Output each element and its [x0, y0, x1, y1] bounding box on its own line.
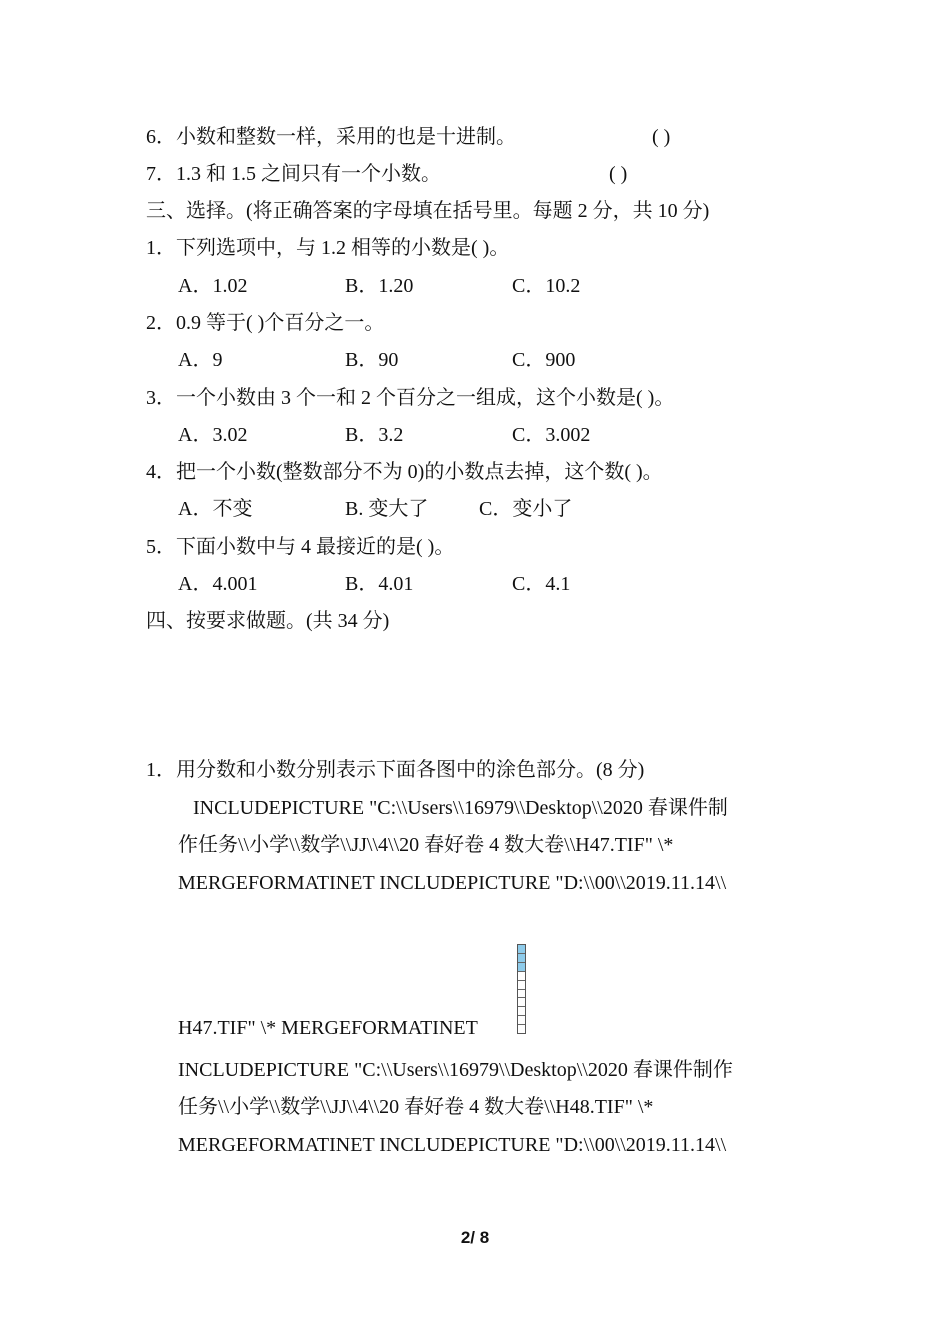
option-a: A．不变: [178, 498, 253, 520]
option-a: A．9: [178, 349, 223, 371]
blank-cell: [518, 972, 525, 981]
choice-question-3: 3．一个小数由 3 个一和 2 个百分之一组成，这个小数是( )。: [146, 387, 675, 409]
judge-item-7: 7．1.3 和 1.5 之间只有一个小数。: [146, 163, 441, 185]
answer-paren-6: ( ): [652, 126, 671, 148]
blank-cell: [518, 981, 525, 990]
section-heading-tasks: 四、按要求做题。(共 34 分): [146, 610, 390, 632]
blank-cell: [518, 998, 525, 1007]
shaded-cell: [518, 945, 525, 954]
shaded-cell: [518, 963, 525, 972]
task-question-1: 1．用分数和小数分别表示下面各图中的涂色部分。(8 分): [146, 759, 645, 781]
judge-item-6: 6．小数和整数一样，采用的也是十进制。: [146, 126, 516, 148]
field-code-line: 作任务\\小学\\数学\\JJ\\4\\20 春好卷 4 数大卷\\H47.TIF" \*: [178, 834, 674, 856]
field-code-line: 任务\\小学\\数学\\JJ\\4\\20 春好卷 4 数大卷\\H48.TIF" \*: [178, 1096, 654, 1118]
option-a: A．1.02: [178, 275, 248, 297]
blank-cell: [518, 1016, 525, 1025]
section-heading-choice: 三、选择。(将正确答案的字母填在括号里。每题 2 分，共 10 分): [146, 200, 710, 222]
field-code-line: MERGEFORMATINET INCLUDEPICTURE "D:\\00\\2019.11.14\\: [178, 872, 727, 894]
option-a: A．4.001: [178, 573, 258, 595]
option-c: C．3.002: [512, 424, 591, 446]
option-b: B．4.01: [345, 573, 414, 595]
answer-paren-7: ( ): [609, 163, 628, 185]
shaded-cell: [518, 954, 525, 963]
shaded-strip-figure: [517, 944, 526, 1034]
blank-cell: [518, 1025, 525, 1033]
choice-question-4: 4．把一个小数(整数部分不为 0)的小数点去掉，这个数( )。: [146, 461, 663, 483]
field-code-line: H47.TIF" \* MERGEFORMATINET: [178, 1017, 478, 1039]
option-b: B．1.20: [345, 275, 414, 297]
choice-question-1: 1．下列选项中，与 1.2 相等的小数是( )。: [146, 237, 510, 259]
page-number: 2/ 8: [460, 1228, 490, 1247]
choice-question-2: 2．0.9 等于( )个百分之一。: [146, 312, 385, 334]
option-b: B. 变大了: [345, 498, 429, 520]
field-code-line: INCLUDEPICTURE "C:\\Users\\16979\\Desktop\\2020 春课件制作: [178, 1059, 733, 1081]
blank-cell: [518, 990, 525, 999]
field-code-line: INCLUDEPICTURE "C:\\Users\\16979\\Desktop\\2020 春课件制: [193, 797, 728, 819]
field-code-line: MERGEFORMATINET INCLUDEPICTURE "D:\\00\\2019.11.14\\: [178, 1134, 727, 1156]
blank-cell: [518, 1007, 525, 1016]
option-c: C．900: [512, 349, 576, 371]
option-c: C．4.1: [512, 573, 571, 595]
option-c: C．变小了: [479, 498, 573, 520]
option-b: B．3.2: [345, 424, 404, 446]
option-c: C．10.2: [512, 275, 581, 297]
option-a: A．3.02: [178, 424, 248, 446]
option-b: B．90: [345, 349, 399, 371]
choice-question-5: 5．下面小数中与 4 最接近的是( )。: [146, 536, 455, 558]
